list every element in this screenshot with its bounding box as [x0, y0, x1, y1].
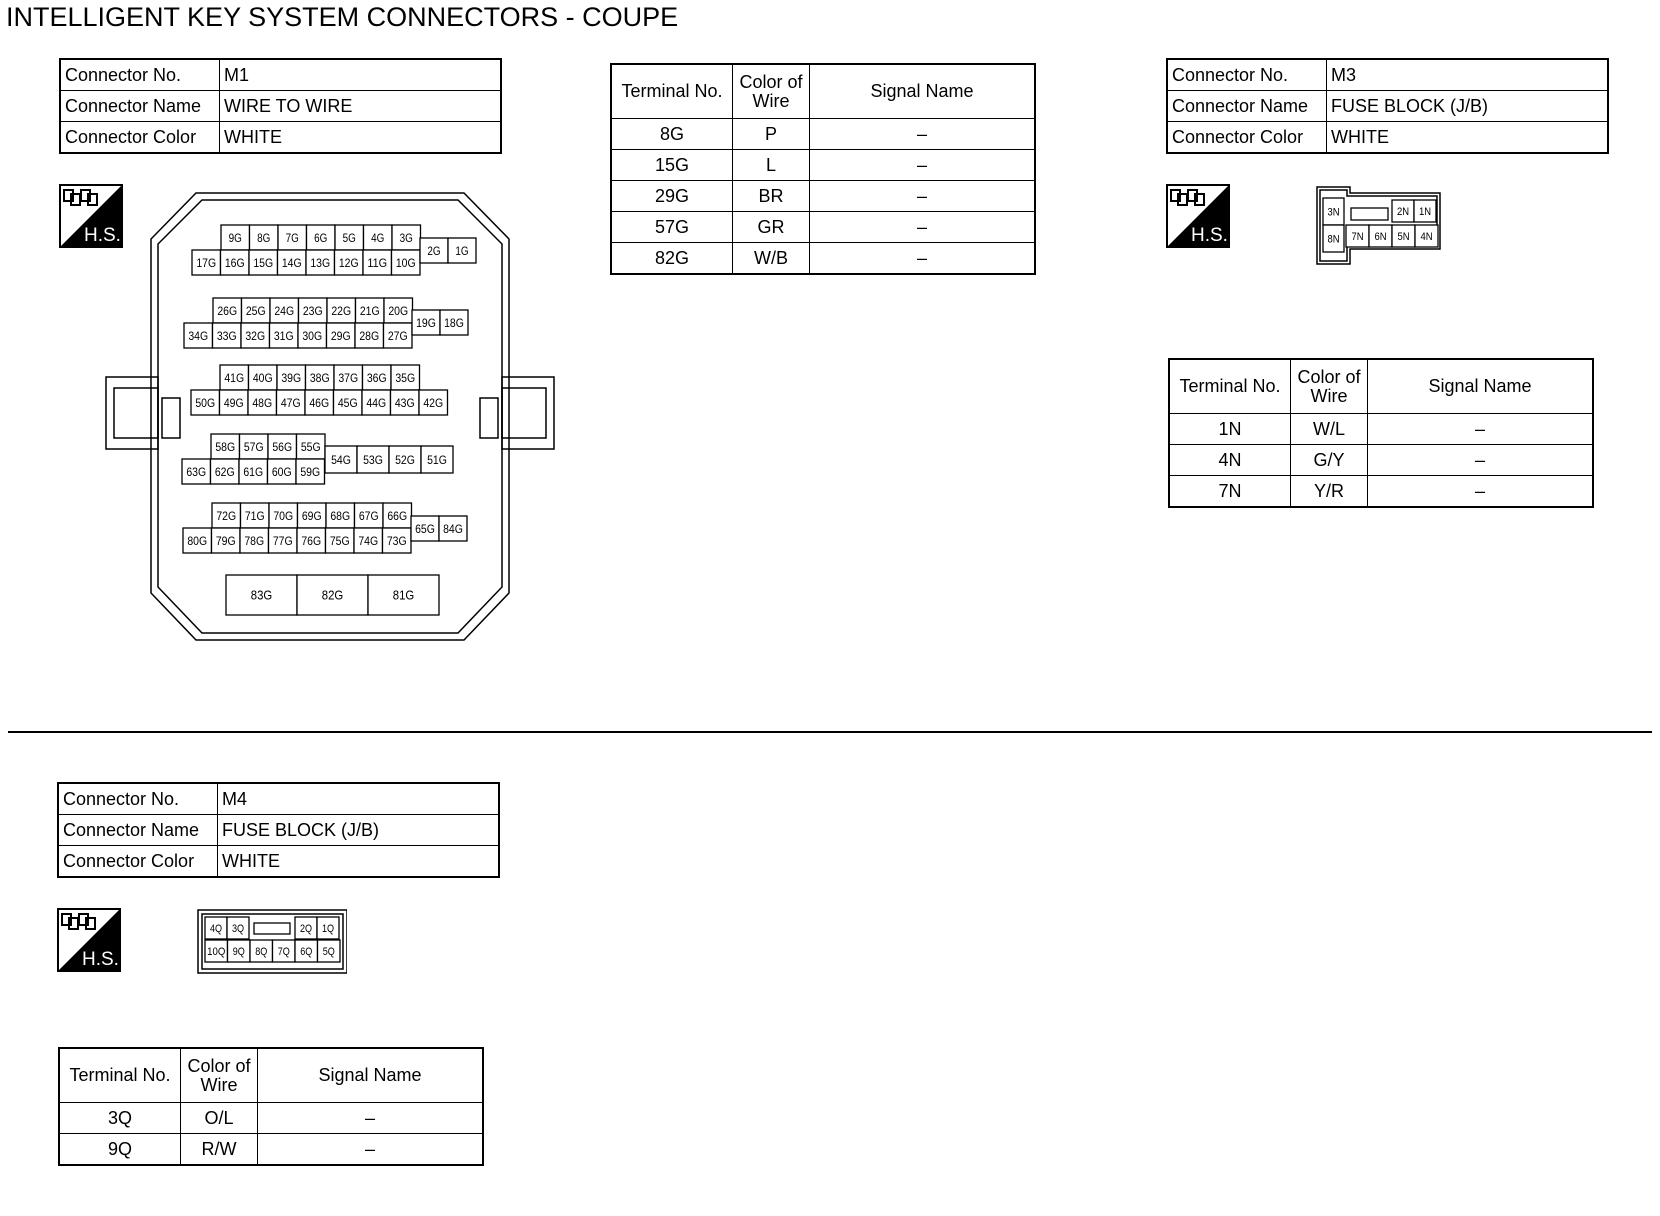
- terminal-row: [59, 1103, 483, 1134]
- pin-label: 43G: [394, 395, 415, 410]
- pin-label: 42G: [423, 395, 444, 410]
- pin-label: 4G: [371, 230, 385, 245]
- pin-label: 67G: [358, 508, 379, 523]
- terminal-no-cell: 15G: [611, 150, 733, 181]
- pin-label: 12G: [338, 255, 359, 270]
- pin-label: 5N: [1397, 230, 1410, 243]
- pin-label: 29G: [330, 328, 351, 343]
- pin-label: 1Q: [321, 922, 335, 935]
- connector-name-label: Connector Name: [1167, 91, 1327, 122]
- signal-name-cell: –: [258, 1103, 484, 1134]
- pin-label: 32G: [245, 328, 266, 343]
- connector-name-value: FUSE BLOCK (J/B): [1327, 91, 1609, 122]
- connector-color-value: WHITE: [218, 846, 500, 878]
- terminal-row: [59, 1134, 483, 1166]
- pin-label: 25G: [245, 303, 266, 318]
- pin-label: 3G: [399, 230, 413, 245]
- pin-label: 7N: [1351, 230, 1364, 243]
- signal-name-header: Signal Name: [810, 64, 1036, 119]
- terminal-no-cell: 29G: [611, 181, 733, 212]
- pin-label: 17G: [196, 255, 217, 270]
- pin-label: 28G: [359, 328, 380, 343]
- connector-face-m3: [1314, 184, 1454, 268]
- pin-label: 4N: [1420, 230, 1433, 243]
- pin-label: 22G: [331, 303, 352, 318]
- pin-label: 61G: [243, 464, 264, 479]
- connector-color-label: Connector Color: [58, 846, 218, 878]
- pin-label: 36G: [366, 370, 387, 385]
- pin-label: 66G: [387, 508, 408, 523]
- pin-label: 9G: [228, 230, 242, 245]
- terminal-row: [611, 181, 1035, 212]
- pin-label: 5G: [342, 230, 356, 245]
- m1-pin-grid: [182, 225, 476, 615]
- connector-no-value: M1: [220, 59, 502, 91]
- pin-label: 48G: [252, 395, 273, 410]
- terminal-table-m4: [58, 1047, 484, 1166]
- keying-slot: [254, 923, 290, 934]
- pin-label: 76G: [301, 533, 322, 548]
- pin-label: 1N: [1418, 205, 1432, 218]
- pin-label: 72G: [216, 508, 237, 523]
- connector-no-value: M4: [218, 783, 500, 815]
- pin-label: 44G: [366, 395, 387, 410]
- pin-label: 37G: [338, 370, 359, 385]
- signal-name-cell: –: [810, 243, 1036, 275]
- connector-info-m4: [57, 782, 500, 878]
- terminal-row: [611, 212, 1035, 243]
- wire-color-cell: O/L: [181, 1103, 258, 1134]
- pin-label: 26G: [217, 303, 238, 318]
- connector-no-value: M3: [1327, 59, 1609, 91]
- pin-label: 63G: [186, 464, 207, 479]
- wire-color-cell: W/L: [1291, 414, 1368, 445]
- keying-slot: [1351, 208, 1388, 220]
- pin-label: 10Q: [207, 945, 226, 958]
- pin-label: 77G: [272, 533, 293, 548]
- pin-label: 56G: [272, 439, 293, 454]
- pin-label: 79G: [215, 533, 236, 548]
- pin-label: 8Q: [255, 945, 268, 958]
- pin-label: 14G: [281, 255, 302, 270]
- terminal-no-cell: 1N: [1169, 414, 1291, 445]
- pin-label: 33G: [216, 328, 237, 343]
- pin-label: 21G: [359, 303, 380, 318]
- wire-color-cell: W/B: [733, 243, 810, 275]
- pin-label: 15G: [253, 255, 274, 270]
- connector-name-label: Connector Name: [58, 815, 218, 846]
- pin-label: 38G: [309, 370, 330, 385]
- terminal-rows-m4: [59, 1103, 483, 1166]
- pin-label: 75G: [329, 533, 350, 548]
- pin-label: 71G: [244, 508, 265, 523]
- terminal-row: [611, 119, 1035, 150]
- signal-name-cell: –: [810, 150, 1036, 181]
- pin-label: 19G: [416, 315, 436, 330]
- connector-color-label: Connector Color: [60, 122, 220, 154]
- wire-color-cell: BR: [733, 181, 810, 212]
- pin-label: 18G: [444, 315, 464, 330]
- pin-label: 47G: [280, 395, 301, 410]
- pin-label: 60G: [271, 464, 292, 479]
- pin-label: 5Q: [322, 945, 336, 958]
- pin-label: 52G: [395, 452, 415, 467]
- terminal-rows-m3: [1169, 414, 1593, 508]
- signal-name-cell: –: [1368, 476, 1594, 508]
- pin-label: 2N: [1396, 205, 1410, 218]
- hs-harness-side-icon: [1166, 184, 1230, 248]
- hs-label: H.S.: [84, 225, 121, 246]
- pin-label: 57G: [243, 439, 264, 454]
- pin-label: 30G: [302, 328, 323, 343]
- connector-no-label: Connector No.: [1167, 59, 1327, 91]
- pin-label: 53G: [363, 452, 383, 467]
- connector-name-label: Connector Name: [60, 91, 220, 122]
- pin-label: 35G: [395, 370, 416, 385]
- wire-color-cell: GR: [733, 212, 810, 243]
- pin-label: 6N: [1374, 230, 1387, 243]
- pin-label: 2Q: [299, 922, 313, 935]
- pin-label: 50G: [195, 395, 216, 410]
- connector-face-m1: [100, 190, 560, 650]
- hs-harness-side-icon: [57, 908, 121, 972]
- hs-label: H.S.: [82, 949, 119, 970]
- wire-color-header: Color of Wire: [733, 64, 810, 119]
- connector-color-label: Connector Color: [1167, 122, 1327, 154]
- signal-name-cell: –: [810, 212, 1036, 243]
- pin-label: 23G: [302, 303, 323, 318]
- pin-label: 27G: [387, 328, 408, 343]
- terminal-no-cell: 9Q: [59, 1134, 181, 1166]
- pin-label: 65G: [415, 521, 435, 536]
- section-divider: [8, 731, 1652, 733]
- terminal-no-cell: 3Q: [59, 1103, 181, 1134]
- pin-label: 84G: [443, 521, 463, 536]
- connector-color-value: WHITE: [1327, 122, 1609, 154]
- terminal-table-m3: [1168, 358, 1594, 508]
- pin-label: 3Q: [231, 922, 245, 935]
- signal-name-header: Signal Name: [258, 1048, 484, 1103]
- pin-label: 54G: [331, 452, 351, 467]
- pin-label: 9Q: [232, 945, 246, 958]
- terminal-row: [1169, 414, 1593, 445]
- m3-pin-grid: [1323, 198, 1438, 252]
- pin-label: 7Q: [277, 945, 291, 958]
- terminal-row: [1169, 476, 1593, 508]
- signal-name-cell: –: [1368, 414, 1594, 445]
- pin-label: 80G: [187, 533, 208, 548]
- connector-no-label: Connector No.: [58, 783, 218, 815]
- signal-name-cell: –: [1368, 445, 1594, 476]
- pin-label: 6Q: [300, 945, 313, 958]
- pin-label: 13G: [310, 255, 331, 270]
- terminal-row: [1169, 445, 1593, 476]
- page-title: INTELLIGENT KEY SYSTEM CONNECTORS - COUPE: [6, 2, 679, 32]
- terminal-no-header: Terminal No.: [1169, 359, 1291, 414]
- pin-label: 58G: [215, 439, 236, 454]
- wire-color-header: Color of Wire: [181, 1048, 258, 1103]
- terminal-no-cell: 8G: [611, 119, 733, 150]
- connector-name-value: FUSE BLOCK (J/B): [218, 815, 500, 846]
- pin-label: 78G: [244, 533, 265, 548]
- pin-label: 8N: [1327, 233, 1340, 246]
- wire-color-cell: L: [733, 150, 810, 181]
- terminal-no-header: Terminal No.: [59, 1048, 181, 1103]
- terminal-rows-m1: [611, 119, 1035, 275]
- signal-name-cell: –: [810, 181, 1036, 212]
- pin-label: 82G: [321, 587, 344, 603]
- terminal-no-cell: 57G: [611, 212, 733, 243]
- pin-label: 11G: [367, 255, 388, 270]
- pin-label: 74G: [358, 533, 379, 548]
- terminal-table-m1: [610, 63, 1036, 275]
- pin-label: 39G: [281, 370, 302, 385]
- pin-label: 51G: [427, 452, 447, 467]
- connector-color-value: WHITE: [220, 122, 502, 154]
- terminal-no-header: Terminal No.: [611, 64, 733, 119]
- terminal-no-cell: 7N: [1169, 476, 1291, 508]
- connector-info-m1: [59, 58, 502, 154]
- pin-label: 1G: [455, 243, 469, 258]
- wire-color-cell: G/Y: [1291, 445, 1368, 476]
- signal-name-cell: –: [258, 1134, 484, 1166]
- hs-label: H.S.: [1191, 225, 1228, 246]
- connector-face-m4: [197, 909, 347, 975]
- pin-label: 73G: [386, 533, 407, 548]
- terminal-row: [611, 150, 1035, 181]
- terminal-no-cell: 82G: [611, 243, 733, 275]
- pin-label: 68G: [330, 508, 351, 523]
- pin-label: 70G: [273, 508, 294, 523]
- pin-label: 49G: [223, 395, 244, 410]
- pin-label: 62G: [214, 464, 235, 479]
- pin-label: 34G: [188, 328, 209, 343]
- pin-label: 83G: [250, 587, 273, 603]
- pin-label: 40G: [252, 370, 273, 385]
- terminal-no-cell: 4N: [1169, 445, 1291, 476]
- terminal-row: [611, 243, 1035, 275]
- pin-label: 81G: [392, 587, 415, 603]
- pin-label: 59G: [300, 464, 321, 479]
- pin-label: 10G: [395, 255, 416, 270]
- pin-label: 55G: [300, 439, 321, 454]
- m4-pin-grid: [205, 917, 340, 962]
- connector-no-label: Connector No.: [60, 59, 220, 91]
- wire-color-cell: R/W: [181, 1134, 258, 1166]
- pin-label: 6G: [314, 230, 328, 245]
- pin-label: 69G: [301, 508, 322, 523]
- pin-label: 7G: [285, 230, 299, 245]
- pin-label: 4Q: [209, 922, 223, 935]
- connector-info-m3: [1166, 58, 1609, 154]
- pin-label: 24G: [274, 303, 295, 318]
- pin-label: 45G: [337, 395, 358, 410]
- pin-label: 8G: [257, 230, 271, 245]
- pin-label: 2G: [427, 243, 441, 258]
- pin-label: 16G: [224, 255, 245, 270]
- pin-label: 20G: [388, 303, 409, 318]
- signal-name-header: Signal Name: [1368, 359, 1594, 414]
- connector-name-value: WIRE TO WIRE: [220, 91, 502, 122]
- wire-color-cell: Y/R: [1291, 476, 1368, 508]
- signal-name-cell: –: [810, 119, 1036, 150]
- pin-label: 41G: [224, 370, 245, 385]
- pin-label: 3N: [1327, 206, 1340, 219]
- wire-color-header: Color of Wire: [1291, 359, 1368, 414]
- wire-color-cell: P: [733, 119, 810, 150]
- pin-label: 31G: [273, 328, 294, 343]
- pin-label: 46G: [309, 395, 330, 410]
